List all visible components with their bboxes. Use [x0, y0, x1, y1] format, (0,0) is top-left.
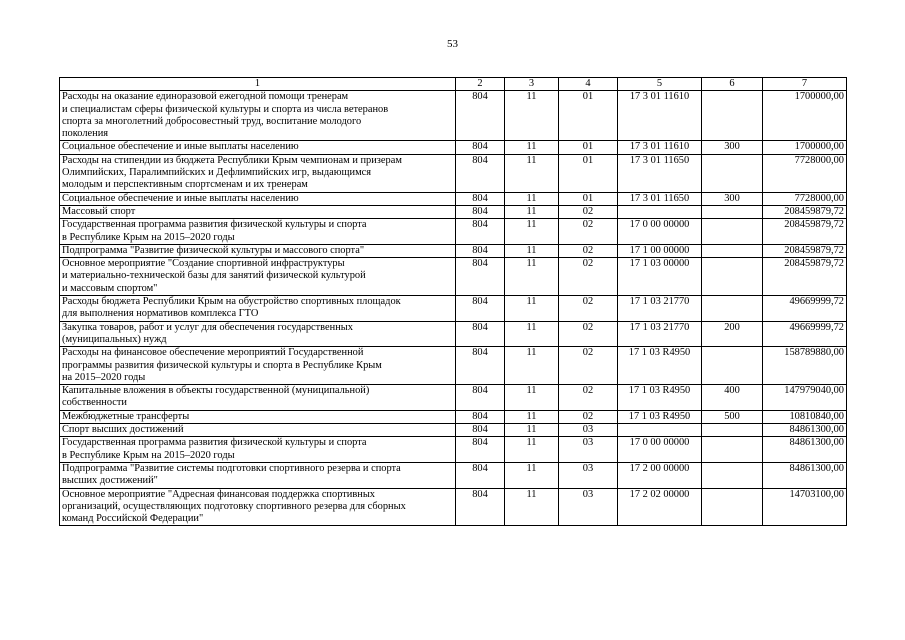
- column-header: 1: [60, 78, 456, 91]
- section-code: 11: [505, 462, 559, 488]
- target-article-code: 17 2 02 00000: [618, 488, 702, 526]
- target-article-code: 17 2 00 00000: [618, 462, 702, 488]
- table-row: [60, 321, 847, 347]
- row-name: Расходы на оказание единоразовой ежегодной помощи тренерам и специалистам сферы физической культуры и спорта из числа ветеранов спорта за многолетний добросовестный труд, воспитание молодого поколения: [60, 91, 456, 141]
- table-row: [60, 462, 847, 488]
- row-name: Подпрограмма "Развитие физической культуры и массового спорта": [60, 244, 456, 257]
- ministry-code: 804: [456, 296, 505, 322]
- target-article-code: 17 1 03 R4950: [618, 347, 702, 385]
- subsection-code: 02: [559, 258, 618, 296]
- section-code: 11: [505, 244, 559, 257]
- table-row: [60, 385, 847, 411]
- section-code: 11: [505, 410, 559, 423]
- amount: 84861300,00: [763, 462, 847, 488]
- subsection-code: 02: [559, 347, 618, 385]
- expense-type-code: [702, 205, 763, 218]
- section-code: 11: [505, 347, 559, 385]
- target-article-code: 17 0 00 00000: [618, 219, 702, 245]
- section-code: 11: [505, 296, 559, 322]
- row-name: Подпрограмма "Развитие системы подготовки спортивного резерва и спорта высших достижений": [60, 462, 456, 488]
- row-name: Основное мероприятие "Адресная финансовая поддержка спортивных организаций, осуществляющих подготовку спортивного резерва для сборных команд Российской Федерации": [60, 488, 456, 526]
- row-name: Социальное обеспечение и иные выплаты населению: [60, 192, 456, 205]
- row-name: Массовый спорт: [60, 205, 456, 218]
- expense-type-code: [702, 258, 763, 296]
- table-row: [60, 192, 847, 205]
- section-code: 11: [505, 321, 559, 347]
- column-header: 6: [702, 78, 763, 91]
- subsection-code: 01: [559, 141, 618, 154]
- table-row: [60, 296, 847, 322]
- row-name: Социальное обеспечение и иные выплаты населению: [60, 141, 456, 154]
- amount: 1700000,00: [763, 91, 847, 141]
- table-row: [60, 205, 847, 218]
- amount: 10810840,00: [763, 410, 847, 423]
- table-row: [60, 410, 847, 423]
- subsection-code: 02: [559, 219, 618, 245]
- amount: 208459879,72: [763, 258, 847, 296]
- expense-type-code: [702, 424, 763, 437]
- table-row: [60, 258, 847, 296]
- table-row: [60, 488, 847, 526]
- section-code: 11: [505, 219, 559, 245]
- expense-type-code: 200: [702, 321, 763, 347]
- target-article-code: 17 1 03 00000: [618, 258, 702, 296]
- row-name: Расходы на стипендии из бюджета Республики Крым чемпионам и призерам Олимпийских, Паралимпийских и Дефлимпийских игр, выдающимся молодым и перспективным спортсменам и их тренерам: [60, 154, 456, 192]
- target-article-code: 17 3 01 11610: [618, 141, 702, 154]
- expense-type-code: 400: [702, 385, 763, 411]
- row-name: Государственная программа развития физической культуры и спорта в Республике Крым на 2015–2020 годы: [60, 219, 456, 245]
- row-name: Спорт высших достижений: [60, 424, 456, 437]
- section-code: 11: [505, 385, 559, 411]
- ministry-code: 804: [456, 258, 505, 296]
- column-header: 2: [456, 78, 505, 91]
- column-header: 5: [618, 78, 702, 91]
- ministry-code: 804: [456, 462, 505, 488]
- row-name: Межбюджетные трансферты: [60, 410, 456, 423]
- page-number: 53: [447, 38, 458, 50]
- subsection-code: 01: [559, 154, 618, 192]
- table-row: [60, 91, 847, 141]
- column-header: 3: [505, 78, 559, 91]
- table-row: [60, 424, 847, 437]
- expense-type-code: [702, 488, 763, 526]
- row-name: Капитальные вложения в объекты государственной (муниципальной) собственности: [60, 385, 456, 411]
- section-code: 11: [505, 424, 559, 437]
- subsection-code: 02: [559, 321, 618, 347]
- column-header: 7: [763, 78, 847, 91]
- amount: 84861300,00: [763, 437, 847, 463]
- expense-type-code: 300: [702, 192, 763, 205]
- ministry-code: 804: [456, 385, 505, 411]
- ministry-code: 804: [456, 488, 505, 526]
- ministry-code: 804: [456, 219, 505, 245]
- subsection-code: 02: [559, 410, 618, 423]
- amount: 147979040,00: [763, 385, 847, 411]
- row-name: Расходы на финансовое обеспечение мероприятий Государственной программы развития физической культуры и спорта в Республике Крым на 2015–2020 годы: [60, 347, 456, 385]
- ministry-code: 804: [456, 205, 505, 218]
- target-article-code: 17 0 00 00000: [618, 437, 702, 463]
- amount: 1700000,00: [763, 141, 847, 154]
- subsection-code: 02: [559, 205, 618, 218]
- target-article-code: 17 1 03 21770: [618, 321, 702, 347]
- expense-type-code: [702, 154, 763, 192]
- ministry-code: 804: [456, 424, 505, 437]
- subsection-code: 03: [559, 462, 618, 488]
- ministry-code: 804: [456, 192, 505, 205]
- subsection-code: 03: [559, 424, 618, 437]
- ministry-code: 804: [456, 154, 505, 192]
- ministry-code: 804: [456, 244, 505, 257]
- section-code: 11: [505, 192, 559, 205]
- amount: 14703100,00: [763, 488, 847, 526]
- table-row: [60, 141, 847, 154]
- expense-type-code: 500: [702, 410, 763, 423]
- ministry-code: 804: [456, 410, 505, 423]
- target-article-code: 17 1 00 00000: [618, 244, 702, 257]
- row-name: Основное мероприятие "Создание спортивной инфраструктуры и материально-технической базы для занятий физической культурой и массовым спортом": [60, 258, 456, 296]
- amount: 84861300,00: [763, 424, 847, 437]
- amount: 158789880,00: [763, 347, 847, 385]
- subsection-code: 02: [559, 244, 618, 257]
- subsection-code: 03: [559, 437, 618, 463]
- expense-type-code: [702, 437, 763, 463]
- amount: 49669999,72: [763, 296, 847, 322]
- expense-type-code: [702, 347, 763, 385]
- section-code: 11: [505, 437, 559, 463]
- column-header: 4: [559, 78, 618, 91]
- section-code: 11: [505, 141, 559, 154]
- table-row: [60, 437, 847, 463]
- expense-type-code: [702, 219, 763, 245]
- target-article-code: 17 1 03 R4950: [618, 385, 702, 411]
- ministry-code: 804: [456, 91, 505, 141]
- target-article-code: 17 3 01 11650: [618, 192, 702, 205]
- subsection-code: 01: [559, 192, 618, 205]
- target-article-code: [618, 205, 702, 218]
- table-row: [60, 347, 847, 385]
- ministry-code: 804: [456, 437, 505, 463]
- amount: 208459879,72: [763, 205, 847, 218]
- expense-type-code: [702, 244, 763, 257]
- budget-table: [59, 77, 847, 526]
- target-article-code: 17 1 03 21770: [618, 296, 702, 322]
- expense-type-code: [702, 91, 763, 141]
- subsection-code: 02: [559, 296, 618, 322]
- amount: 49669999,72: [763, 321, 847, 347]
- amount: 208459879,72: [763, 219, 847, 245]
- section-code: 11: [505, 154, 559, 192]
- subsection-code: 02: [559, 385, 618, 411]
- ministry-code: 804: [456, 347, 505, 385]
- table-row: [60, 154, 847, 192]
- subsection-code: 03: [559, 488, 618, 526]
- header-row: [60, 78, 847, 91]
- table-row: [60, 219, 847, 245]
- amount: 208459879,72: [763, 244, 847, 257]
- table-row: [60, 244, 847, 257]
- expense-type-code: [702, 296, 763, 322]
- section-code: 11: [505, 258, 559, 296]
- section-code: 11: [505, 205, 559, 218]
- target-article-code: 17 3 01 11610: [618, 91, 702, 141]
- amount: 7728000,00: [763, 192, 847, 205]
- target-article-code: 17 3 01 11650: [618, 154, 702, 192]
- row-name: Закупка товаров, работ и услуг для обеспечения государственных (муниципальных) нужд: [60, 321, 456, 347]
- amount: 7728000,00: [763, 154, 847, 192]
- ministry-code: 804: [456, 321, 505, 347]
- subsection-code: 01: [559, 91, 618, 141]
- section-code: 11: [505, 91, 559, 141]
- target-article-code: [618, 424, 702, 437]
- row-name: Расходы бюджета Республики Крым на обустройство спортивных площадок для выполнения нормативов комплекса ГТО: [60, 296, 456, 322]
- row-name: Государственная программа развития физической культуры и спорта в Республике Крым на 2015–2020 годы: [60, 437, 456, 463]
- ministry-code: 804: [456, 141, 505, 154]
- section-code: 11: [505, 488, 559, 526]
- expense-type-code: [702, 462, 763, 488]
- target-article-code: 17 1 03 R4950: [618, 410, 702, 423]
- expense-type-code: 300: [702, 141, 763, 154]
